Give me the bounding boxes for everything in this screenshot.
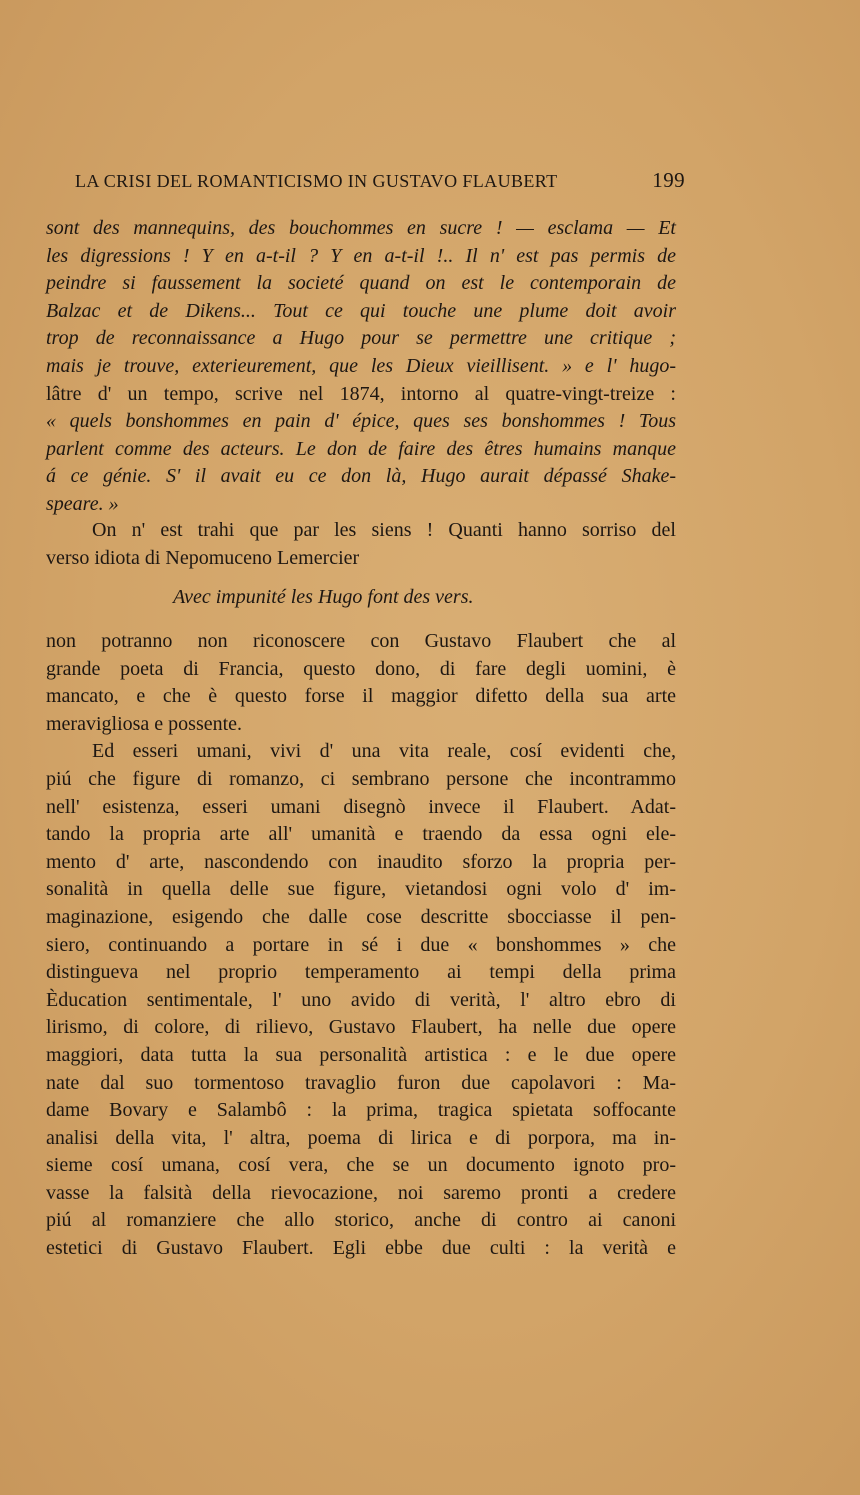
text-line: nell' esistenza, esseri umani disegnò invece il Flaubert. Adat- [46, 795, 676, 818]
text-line: nate dal suo tormentoso travaglio furon due capolavori : Ma- [46, 1071, 676, 1094]
text-line: « quels bonshommes en pain d' épice, ques ses bonshommes ! Tous [46, 410, 676, 433]
text-line: verso idiota di Nepomuceno Lemercier [46, 546, 360, 569]
french-quotation-block [46, 215, 676, 519]
running-title: LA CRISI DEL ROMANTICISMO IN GUSTAVO FLAUBERT [75, 171, 558, 191]
text-line: Èducation sentimentale, l' uno avido di verità, l' altro ebro di [46, 988, 676, 1011]
text-line: piú al romanziere che allo storico, anche di contro ai canoni [46, 1209, 676, 1232]
text-line: lâtre d' un tempo, scrive nel 1874, intorno al quatre-vingt-treize : [46, 382, 676, 405]
text-line: maggiori, data tutta la sua personalità artistica : e le due opere [46, 1043, 676, 1066]
text-line: piú che figure di romanzo, ci sembrano persone che incontrammo [46, 767, 676, 790]
text-line: mais je trouve, exterieurement, que les Dieux vieillisent. » e l' hugo- [46, 354, 676, 377]
text-line: peindre si faussement la societé quand on est le contemporain de [46, 272, 676, 295]
text-line: Ed esseri umani, vivi d' una vita reale, cosí evidenti che, [92, 740, 676, 763]
quoted-verse: Avec impunité les Hugo font des vers. [173, 586, 474, 608]
text-line: les digressions ! Y en a-t-il ? Y en a-t-il !.. Il n' est pas permis de [46, 244, 676, 267]
text-line: Balzac et de Dikens... Tout ce qui touche une plume doit avoir [46, 299, 676, 322]
text-line: dame Bovary e Salambô : la prima, tragica spietata soffocante [46, 1099, 676, 1122]
text-line: non potranno non riconoscere con Gustavo Flaubert che al [46, 630, 676, 652]
text-line: speare. » [46, 492, 119, 515]
text-line: mento d' arte, nascondendo con inaudito sforzo la propria per- [46, 850, 676, 873]
text-line: meravigliosa e possente. [46, 712, 243, 735]
text-line: analisi della vita, l' altra, poema di lirica e di porpora, ma in- [46, 1126, 676, 1149]
text-line: á ce génie. S' il avait eu ce don là, Hugo aurait dépassé Shake- [46, 465, 676, 488]
paragraph [46, 628, 676, 1263]
text-line: lirismo, di colore, di rilievo, Gustavo Flaubert, ha nelle due opere [46, 1016, 676, 1039]
text-line: On n' est trahi que par les siens ! Quanti hanno sorriso del [92, 519, 676, 541]
text-line: trop de reconnaissance a Hugo pour se permettre une critique ; [46, 327, 676, 350]
text-line: estetici di Gustavo Flaubert. Egli ebbe due culti : la verità e [46, 1237, 676, 1260]
text-line: siero, continuando a portare in sé i due « bonshommes » che [46, 933, 676, 956]
paragraph [46, 517, 676, 572]
text-line: sont des mannequins, des bouchommes en sucre ! — esclama — Et [46, 217, 676, 239]
text-line: maginazione, esigendo che dalle cose descritte sbocciasse il pen- [46, 905, 676, 928]
text-line: mancato, e che è questo forse il maggior difetto della sua arte [46, 685, 676, 708]
running-header [75, 168, 685, 193]
text-line: grande poeta di Francia, questo dono, di fare degli uomini, è [46, 657, 676, 680]
page-number: 199 [652, 168, 685, 192]
text-line: vasse la falsità della rievocazione, noi saremo pronti a credere [46, 1181, 676, 1204]
text-line: tando la propria arte all' umanità e traendo da essa ogni ele- [46, 823, 676, 846]
text-line: parlent comme des acteurs. Le don de faire des êtres humains manque [46, 437, 676, 460]
text-line: distingueva nel proprio temperamento ai tempi della prima [46, 961, 676, 984]
text-line: sieme cosí umana, cosí vera, che se un documento ignoto pro- [46, 1154, 676, 1177]
text-line: sonalità in quella delle sue figure, vietandosi ogni volo d' im- [46, 878, 676, 901]
